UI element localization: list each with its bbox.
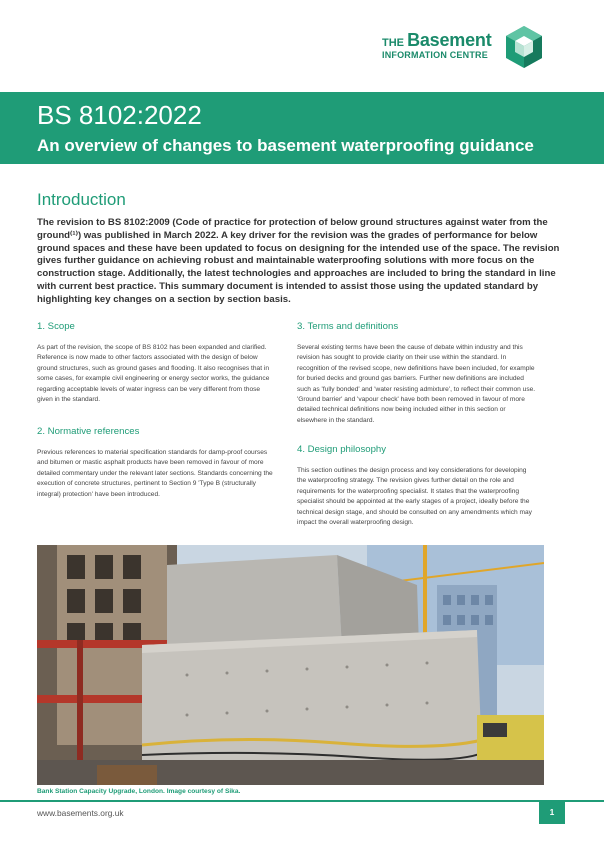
title-band: [0, 92, 604, 164]
section-body: Several existing terms have been the cause of debate within industry and this revision has sought to provide clarity on their use within the standard. In recognition of the revised scope, new definitions have been included, for example for buried decks and ground gas barriers. Further new definitions are included such as 'fully bonded' and 'water resisting admixture', to reflect their common use. 'Ground barrier' and 'vapour check' have both been removed in favour of more detailed technical definitions now being included either in this section or elsewhere in the standard.: [297, 344, 536, 424]
section-normative-references: [37, 426, 277, 500]
intro-paragraph: The revision to BS 8102:2009 (Code of practice for protection of below ground structures against water from the ground⁽¹⁾) was published in March 2022. A key driver for the revision was the grades of performance for below ground spaces and these have been updated to focus on designing for the intended use of the space. The revision gives further guidance on achieving robust and maintainable waterproofing solutions with more focus on the construction stage. Additionally, the latest technologies and approaches are included to bring the standard in line with current best practice. This summary document is intended to assist those using the updated standard by highlighting key changes on a section by section basis.: [37, 217, 560, 305]
logo-line2: INFORMATION CENTRE: [382, 50, 488, 60]
section-body: As part of the revision, the scope of BS 8102 has been expanded and clarified. Reference is now made to other factors associated with the design of below ground structures, such as ground gases and flooding. It also recognises that in some cases, for example civil engineering or energy sector works, the guidance regarding acceptable levels of water ingress can be very different from those given in the standard.: [37, 344, 270, 404]
photo-caption: Bank Station Capacity Upgrade, London. Image courtesy of Sika.: [37, 788, 241, 795]
section-terms-definitions: [297, 321, 537, 426]
section-heading: 1. Scope: [37, 321, 75, 332]
logo-main: Basement: [407, 30, 492, 50]
section-scope: [37, 321, 277, 405]
brand-logo: [380, 24, 546, 70]
section-body: Previous references to material specification standards for damp-proof courses and bitumen or mastic asphalt products have been removed in favour of more detailed commentary under the relevant later sections. Standards concerning the execution of concrete structures, pertinent to Section 9 'Type B (structurally integral) protection' have been introduced.: [37, 449, 273, 498]
intro-heading: Introduction: [37, 190, 126, 209]
logo-line1: [382, 30, 492, 51]
section-heading: 2. Normative references: [37, 426, 140, 437]
page-title: BS 8102:2022: [37, 100, 202, 130]
page-subtitle: An overview of changes to basement waterproofing guidance: [37, 136, 534, 155]
logo-prefix: THE: [382, 37, 404, 49]
section-heading: 4. Design philosophy: [297, 444, 387, 455]
section-body: This section outlines the design process and key considerations for developing the waterproofing strategy. The revision gives further detail on the role and requirements for the waterproofing specialist. It states that the waterproofing specialist should be appointed at the early stages of a project, ideally before the technical design stage, and should be consulted on any amendments which may impact the overall waterproofing design.: [297, 467, 532, 527]
cube-logo-icon: [502, 24, 546, 70]
page-number: 1: [539, 800, 565, 824]
section-heading: 3. Terms and definitions: [297, 321, 399, 332]
construction-site-photo: [37, 545, 544, 785]
footer-url-link[interactable]: www.basements.org.uk: [37, 808, 124, 818]
footer-divider: [0, 800, 604, 802]
construction-site-illustration: [37, 545, 544, 785]
section-design-philosophy: [297, 444, 537, 528]
